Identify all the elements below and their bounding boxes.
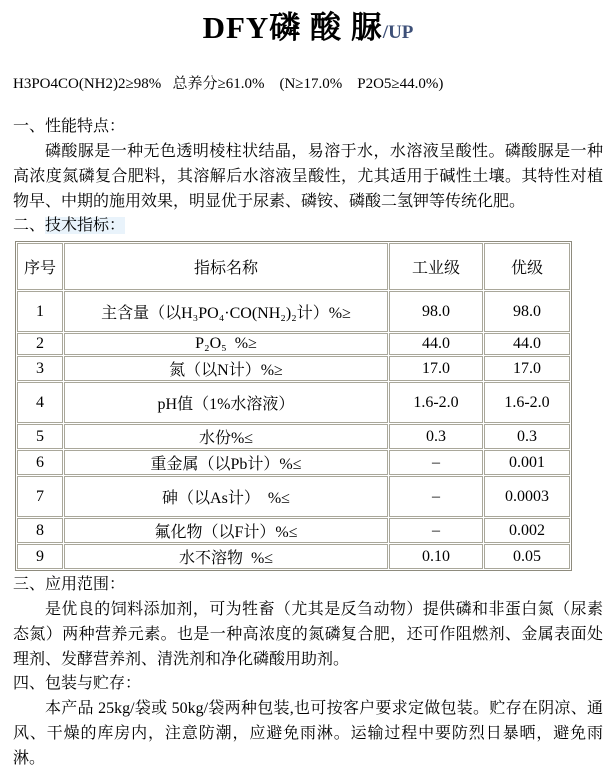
cell-premium: 0.002 xyxy=(484,518,570,543)
cell-industrial: 0.3 xyxy=(389,424,483,449)
table-row xyxy=(17,544,570,569)
table-row xyxy=(17,382,570,423)
cell-industrial: 17.0 xyxy=(389,356,483,381)
cell-premium: 17.0 xyxy=(484,356,570,381)
cell-industrial: 1.6-2.0 xyxy=(389,382,483,423)
section-body-performance: 磷酸脲是一种无色透明棱柱状结晶，易溶于水，水溶液呈酸性。磷酸脲是一种高浓度氮磷复合肥料，其溶解后水溶液呈酸性，尤其适用于碱性土壤。其特性对植物早、中期的施用效果，明显优于尿素、磷铵、磷酸二氢钾等传统化肥。 xyxy=(13,143,603,210)
table-row xyxy=(17,518,570,543)
spec-table xyxy=(15,241,572,571)
cell-no: 4 xyxy=(17,382,63,423)
cell-name: 水不溶物 %≤ xyxy=(64,544,388,569)
cell-premium: 44.0 xyxy=(484,333,570,355)
cell-no: 2 xyxy=(17,333,63,355)
cell-name: 主含量（以H₃PO₄·CO(NH₂)₂计）%≥ xyxy=(64,291,388,332)
table-header-row xyxy=(17,243,570,290)
cell-industrial: 98.0 xyxy=(389,291,483,332)
cell-premium: 0.0003 xyxy=(484,476,570,517)
table-row xyxy=(17,291,570,332)
section-heading-application: 三、应用范围： xyxy=(13,576,126,593)
section-body-application: 是优良的饲料添加剂，可为牲畜（尤其是反刍动物）提供磷和非蛋白氮（尿素态氮）两种营养元素。也是一种高浓度的氮磷复合肥，还可作阻燃剂、金属表面处理剂、发酵营养剂、清洗剂和净化磷酸用助剂。 xyxy=(13,601,603,668)
table-row xyxy=(17,356,570,381)
table-row xyxy=(17,333,570,355)
header-name: 指标名称 xyxy=(64,243,388,290)
section-heading-technical xyxy=(13,214,603,238)
cell-no: 3 xyxy=(17,356,63,381)
cell-no: 1 xyxy=(17,291,63,332)
cell-name: 氮（以N计）%≥ xyxy=(64,356,388,381)
table-row xyxy=(17,424,570,449)
cell-no: 7 xyxy=(17,476,63,517)
cell-industrial: – xyxy=(389,450,483,475)
cell-premium: 0.3 xyxy=(484,424,570,449)
title-block xyxy=(13,8,603,54)
cell-no: 6 xyxy=(17,450,63,475)
cell-premium: 1.6-2.0 xyxy=(484,382,570,423)
section-heading-performance: 一、性能特点： xyxy=(13,118,126,135)
cell-no: 5 xyxy=(17,424,63,449)
cell-industrial: – xyxy=(389,518,483,543)
section-body-packaging: 本产品 25kg/袋或 50kg/袋两种包装,也可按客户要求定做包装。贮存在阴凉、通风、干燥的库房内，注意防潮，应避免雨淋。运输过程中要防烈日暴晒，避免雨淋。 xyxy=(13,700,603,767)
formula-line: H3PO4CO(NH2)2≥98% 总养分≥61.0% (N≥17.0% P2O5≥44.0%) xyxy=(13,76,444,92)
page-title-suffix: /UP xyxy=(382,22,414,43)
cell-no: 9 xyxy=(17,544,63,569)
page-title: DFY磷 酸 脲 xyxy=(202,10,383,45)
cell-premium: 98.0 xyxy=(484,291,570,332)
cell-name: 砷（以As计） %≤ xyxy=(64,476,388,517)
cell-name: P₂O₅ %≥ xyxy=(64,333,388,355)
header-industrial: 工业级 xyxy=(389,243,483,290)
table-row xyxy=(17,450,570,475)
table-row xyxy=(17,476,570,517)
cell-name: 重金属（以Pb计）%≤ xyxy=(64,450,388,475)
cell-name: pH值（1%水溶液） xyxy=(64,382,388,423)
section-heading-technical-highlight: 技术指标： xyxy=(45,217,126,234)
cell-industrial: – xyxy=(389,476,483,517)
section-heading-technical-prefix: 二、 xyxy=(13,217,46,234)
cell-industrial: 0.10 xyxy=(389,544,483,569)
section-heading-packaging: 四、包装与贮存： xyxy=(13,675,142,692)
cell-name: 氟化物（以F计）%≤ xyxy=(64,518,388,543)
header-no: 序号 xyxy=(17,243,63,290)
cell-no: 8 xyxy=(17,518,63,543)
cell-name: 水份%≤ xyxy=(64,424,388,449)
cell-premium: 0.05 xyxy=(484,544,570,569)
cell-industrial: 44.0 xyxy=(389,333,483,355)
header-premium: 优级 xyxy=(484,243,570,290)
cell-premium: 0.001 xyxy=(484,450,570,475)
